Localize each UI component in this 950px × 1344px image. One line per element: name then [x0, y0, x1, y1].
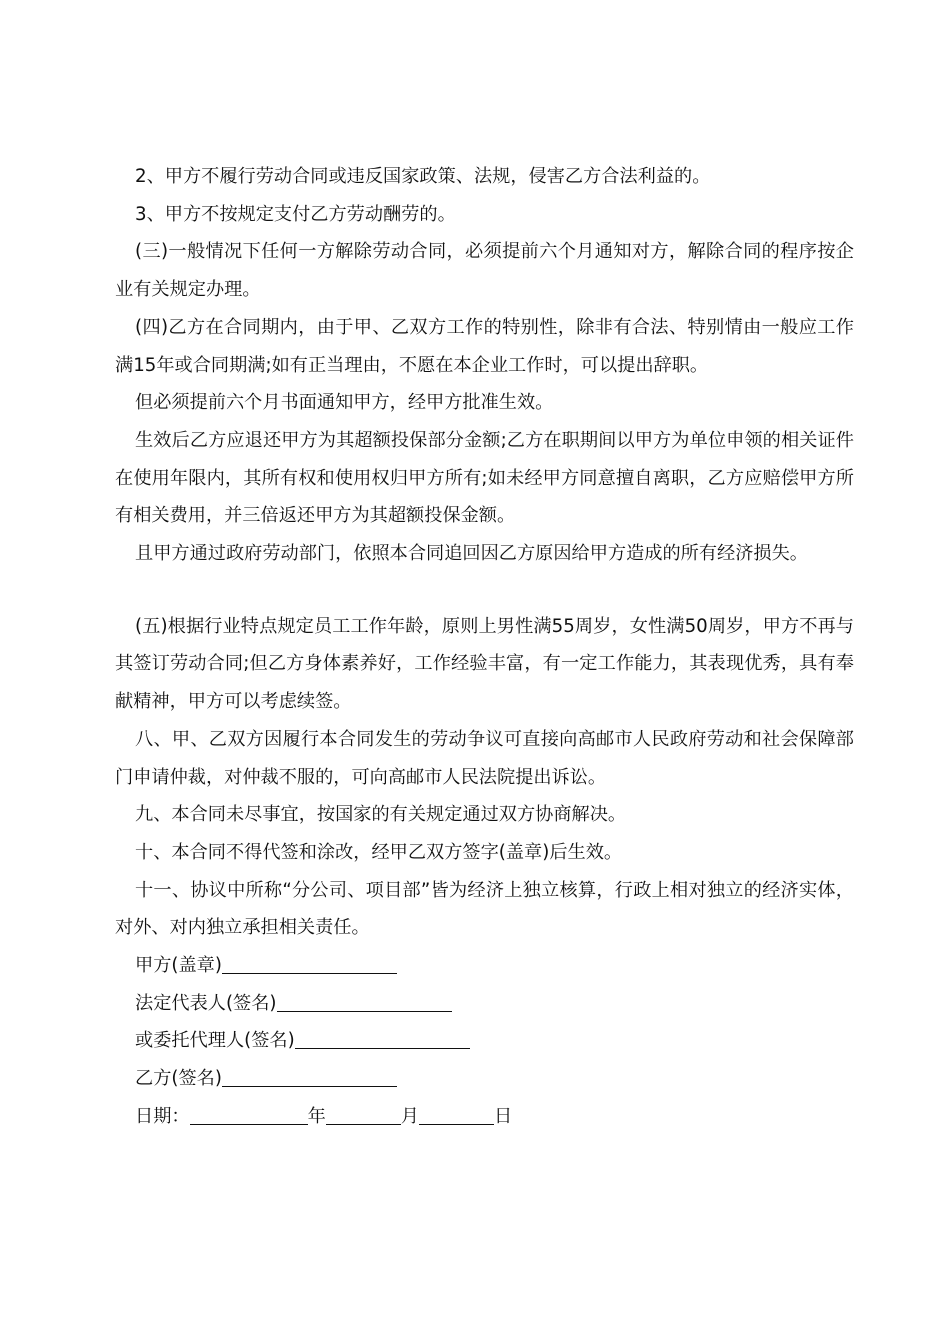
paragraph: 十一、协议中所称“分公司、项目部”皆为经济上独立核算，行政上相对独立的经济实体，对外、对内独立承担相关责任。 — [115, 879, 854, 939]
party-a-label: 甲方(盖章) — [135, 955, 222, 977]
paragraphs-after — [115, 608, 854, 947]
agent-blank[interactable] — [295, 1030, 470, 1049]
party-b-blank[interactable] — [222, 1068, 397, 1087]
paragraph: 八、甲、乙双方因履行本合同发生的劳动争议可直接向高邮市人民政府劳动和社会保障部门申请仲裁，对仲裁不服的，可向高邮市人民法院提出诉讼。 — [115, 728, 854, 788]
party-b-label: 乙方(签名) — [135, 1068, 222, 1090]
legal-rep-blank[interactable] — [277, 993, 452, 1012]
paragraph: (五)根据行业特点规定员工工作年龄，原则上男性满55周岁，女性满50周岁，甲方不再与其签订劳动合同;但乙方身体素养好，工作经验丰富，有一定工作能力，其表现优秀，具有奉献精神，甲方可以考虑续签。 — [115, 615, 854, 713]
legal-rep-label: 法定代表人(签名) — [135, 992, 277, 1014]
day-label: 日 — [493, 1105, 513, 1127]
paragraph: (三)一般情况下任何一方解除劳动合同，必须提前六个月通知对方，解除合同的程序按企业有关规定办理。 — [115, 241, 854, 301]
paragraph: 且甲方通过政府劳动部门，依照本合同追回因乙方原因给甲方造成的所有经济损失。 — [135, 543, 808, 565]
date-label: 日期： — [135, 1105, 190, 1127]
signature-line-agent — [115, 1022, 854, 1060]
paragraph: 生效后乙方应退还甲方为其超额投保部分金额;乙方在职期间以甲方为单位申领的相关证件在使用年限内，其所有权和使用权归甲方所有;如未经甲方同意擅自离职，乙方应赔偿甲方所有相关费用，并三倍返还甲方为其超额投保金额。 — [115, 429, 854, 527]
paragraph: 但必须提前六个月书面通知甲方，经甲方批准生效。 — [135, 392, 554, 414]
date-line — [115, 1098, 854, 1136]
day-blank[interactable] — [419, 1106, 494, 1125]
paragraph: 3、甲方不按规定支付乙方劳动酬劳的。 — [135, 203, 456, 225]
signature-line-legal-rep — [115, 985, 854, 1023]
signature-line-party-b — [115, 1060, 854, 1098]
paragraph: 2、甲方不履行劳动合同或违反国家政策、法规，侵害乙方合法利益的。 — [135, 166, 711, 187]
paragraphs-before — [115, 158, 854, 573]
paragraph: (四)乙方在合同期内，由于甲、乙双方工作的特别性，除非有合法、特别情由一般应工作满15年或合同期满;如有正当理由，不愿在本企业工作时，可以提出辞职。 — [115, 316, 854, 376]
month-label: 月 — [400, 1105, 419, 1127]
year-blank[interactable] — [190, 1106, 308, 1125]
signature-line-party-a — [115, 947, 854, 985]
agent-label: 或委托代理人(签名) — [135, 1030, 295, 1052]
year-label: 年 — [307, 1105, 326, 1127]
paragraph: 九、本合同未尽事宜，按国家的有关规定通过双方协商解决。 — [135, 804, 627, 826]
paragraph-gap — [115, 573, 854, 608]
signature-block — [115, 947, 854, 1136]
party-a-blank[interactable] — [222, 955, 397, 974]
paragraph: 十、本合同不得代签和涂改，经甲乙双方签字(盖章)后生效。 — [135, 841, 623, 863]
month-blank[interactable] — [326, 1106, 401, 1125]
